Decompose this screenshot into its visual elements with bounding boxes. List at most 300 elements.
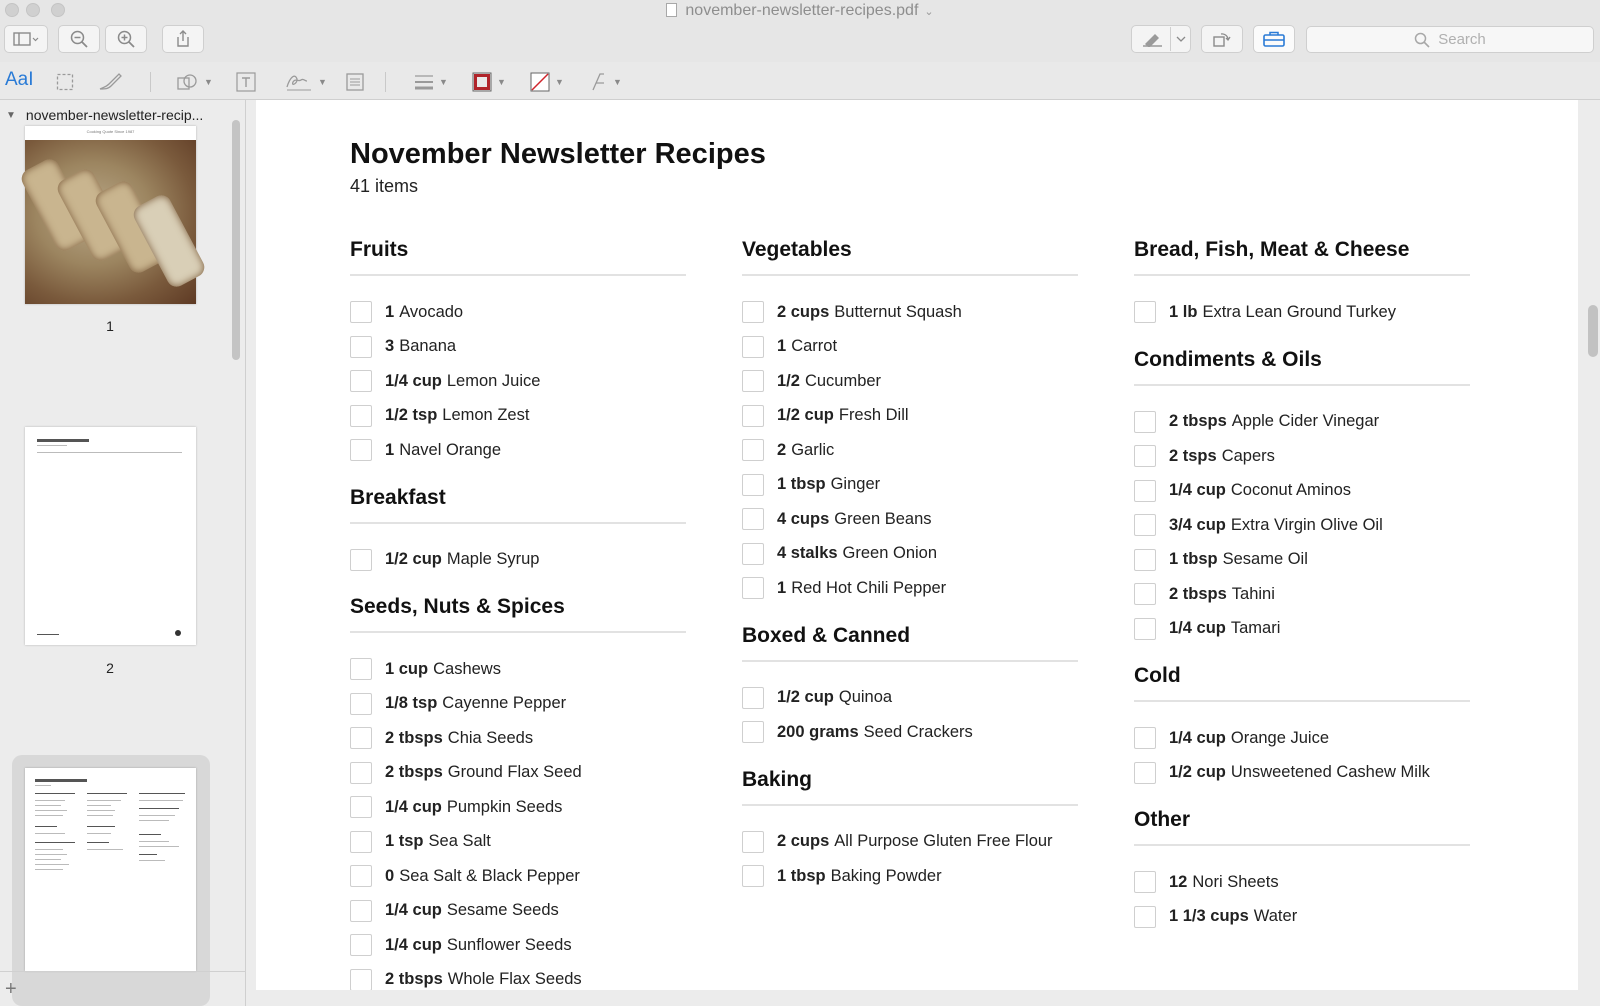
recipe-column-2 (742, 238, 1078, 912)
ingredient-quantity: 2 tsps (1169, 446, 1217, 465)
ingredient-quantity: 1/4 cup (385, 371, 442, 390)
ingredient-name: Avocado (399, 302, 464, 321)
note-icon (346, 73, 364, 91)
ingredient-checkbox[interactable] (350, 900, 372, 922)
mini-text-line (87, 849, 123, 850)
ingredient-checkbox[interactable] (742, 721, 764, 743)
pen-sketch-icon (98, 72, 124, 92)
disclosure-triangle-icon[interactable]: ▼ (6, 109, 16, 121)
title-bar (0, 0, 1600, 22)
mini-text-line (35, 826, 57, 827)
ingredient-quantity: 1/4 cup (1169, 481, 1226, 500)
toolbar-separator (385, 72, 386, 92)
ingredient-checkbox[interactable] (1134, 906, 1156, 928)
ingredient-name: Tamari (1230, 619, 1281, 638)
mini-text-line (87, 800, 121, 801)
toolbox-icon (1263, 31, 1285, 47)
ingredient-section (1134, 808, 1470, 934)
ingredient-name: Sesame Seeds (446, 901, 559, 920)
signature-icon (285, 72, 313, 92)
ingredient-item (742, 468, 1078, 503)
ingredient-checkbox[interactable] (1134, 618, 1156, 640)
ingredient-checkbox[interactable] (350, 727, 372, 749)
ingredient-checkbox[interactable] (742, 336, 764, 358)
ingredient-quantity: 1/2 cup (1169, 763, 1226, 782)
ingredient-quantity: 1/4 cup (385, 901, 442, 920)
mini-text-line (139, 815, 175, 816)
ingredient-item (350, 330, 686, 365)
ingredient-item (742, 715, 1078, 750)
ingredient-section (350, 238, 686, 468)
ingredient-quantity: 2 tbsps (385, 970, 443, 989)
ingredient-quantity: 1/2 cup (385, 550, 442, 569)
ingredient-name: Garlic (791, 440, 835, 459)
dashed-rect-icon (56, 73, 74, 91)
ingredient-item (1134, 577, 1470, 612)
text-box-icon (236, 72, 256, 92)
pdf-file-icon (666, 3, 677, 17)
mini-text-line (139, 854, 157, 855)
document-view[interactable] (246, 100, 1600, 1006)
mini-text-line (139, 793, 185, 794)
ingredient-name: Extra Virgin Olive Oil (1230, 515, 1383, 534)
ingredient-item (742, 399, 1078, 434)
ingredient-quantity: 1 (777, 578, 787, 597)
fill-color-icon (530, 72, 550, 92)
ingredient-item (1134, 439, 1470, 474)
ingredient-name: All Purpose Gluten Free Flour (834, 832, 1053, 851)
ingredient-checkbox[interactable] (742, 865, 764, 887)
border-color-icon (472, 72, 492, 92)
mini-title-line (37, 439, 89, 442)
search-placeholder: Search (1438, 31, 1486, 48)
thumbnail-page-number: 2 (106, 660, 114, 676)
ingredient-quantity: 2 tbsps (385, 763, 443, 782)
zoom-in-button[interactable] (105, 25, 147, 53)
document-footer-area (246, 992, 1600, 1006)
ingredient-name: Tahini (1231, 584, 1275, 603)
mini-text-line (35, 859, 61, 860)
zoom-out-icon (70, 30, 88, 48)
section-heading: Boxed & Canned (742, 624, 1078, 662)
ingredient-checkbox[interactable] (1134, 480, 1156, 502)
ingredient-section (350, 595, 686, 990)
pdf-page (256, 100, 1578, 990)
mini-text-line (87, 833, 111, 834)
ingredient-name: Ground Flax Seed (447, 763, 582, 782)
ingredient-item (350, 859, 686, 894)
highlighter-icon (1142, 31, 1164, 47)
ingredient-quantity: 1/2 cup (777, 688, 834, 707)
share-button[interactable] (162, 25, 204, 53)
section-heading: Cold (1134, 664, 1470, 702)
sketch-tool[interactable] (98, 71, 124, 93)
ingredient-checkbox[interactable] (742, 474, 764, 496)
ingredient-checkbox[interactable] (350, 336, 372, 358)
ingredient-name: Water (1253, 907, 1298, 926)
share-icon (175, 30, 191, 48)
document-scrollbar[interactable] (1588, 305, 1598, 357)
mini-text-line (37, 452, 182, 453)
ingredient-quantity: 2 tbsps (385, 728, 443, 747)
mini-text-line (87, 810, 115, 811)
ingredient-item (350, 543, 686, 578)
ingredient-checkbox[interactable] (350, 865, 372, 887)
ingredient-quantity: 200 grams (777, 722, 859, 741)
mini-text-line (35, 854, 67, 855)
section-heading: Vegetables (742, 238, 1078, 276)
mini-text-line (35, 842, 75, 843)
mini-text-line (35, 864, 69, 865)
ingredient-section (742, 624, 1078, 750)
ingredient-quantity: 1 tsp (385, 832, 424, 851)
ingredient-checkbox[interactable] (742, 543, 764, 565)
item-count: 41 items (350, 176, 419, 196)
thumbnail-page-3[interactable] (25, 768, 196, 971)
search-input[interactable] (1306, 26, 1594, 53)
thumbnail-page-1[interactable] (25, 126, 196, 304)
ingredient-name: Green Beans (834, 509, 932, 528)
ingredient-checkbox[interactable] (1134, 445, 1156, 467)
ingredient-item (350, 721, 686, 756)
ingredient-item (350, 963, 686, 991)
ingredient-quantity: 1/8 tsp (385, 694, 438, 713)
section-heading: Bread, Fish, Meat & Cheese (1134, 238, 1470, 276)
chevron-down-icon: ▼ (439, 77, 448, 87)
ingredient-item (742, 433, 1078, 468)
ingredient-name: Whole Flax Seeds (447, 970, 582, 989)
mini-text-line (87, 826, 115, 827)
ingredient-checkbox[interactable] (1134, 871, 1156, 893)
text-selection-label: AaI (5, 69, 34, 90)
ingredient-checkbox[interactable] (350, 301, 372, 323)
ingredient-section (742, 238, 1078, 606)
ingredient-item (742, 502, 1078, 537)
ingredient-quantity: 1/2 tsp (385, 406, 438, 425)
ingredient-checkbox[interactable] (1134, 514, 1156, 536)
thumbnail-page-number: 1 (106, 318, 114, 334)
ingredient-checkbox[interactable] (742, 577, 764, 599)
section-heading: Condiments & Oils (1134, 348, 1470, 386)
document-heading: November Newsletter Recipes (350, 138, 766, 170)
section-heading: Seeds, Nuts & Spices (350, 595, 686, 633)
mini-text-line (87, 842, 109, 843)
ingredient-checkbox[interactable] (350, 658, 372, 680)
ingredient-checkbox[interactable] (350, 370, 372, 392)
border-color-tool[interactable] (472, 71, 506, 93)
ingredient-section (1134, 238, 1470, 330)
mini-text-line (87, 793, 127, 794)
ingredient-quantity: 1 lb (1169, 302, 1198, 321)
ingredient-checkbox[interactable] (350, 934, 372, 956)
ingredient-item (742, 537, 1078, 572)
mini-text-line (37, 634, 59, 635)
ingredient-checkbox[interactable] (1134, 301, 1156, 323)
sidebar-document-header[interactable] (6, 107, 203, 123)
ingredient-checkbox[interactable] (350, 762, 372, 784)
ingredient-quantity: 2 tbsps (1169, 412, 1227, 431)
ingredient-name: Carrot (791, 337, 838, 356)
search-icon (1414, 32, 1430, 48)
ingredient-item (350, 825, 686, 860)
ingredient-name: Cayenne Pepper (442, 694, 567, 713)
markup-toolbar (0, 62, 1600, 100)
ingredient-name: Fresh Dill (838, 406, 909, 425)
mini-text-line (35, 849, 63, 850)
ingredient-item (742, 571, 1078, 606)
ingredient-quantity: 12 (1169, 872, 1188, 891)
mini-text-line (139, 808, 179, 809)
ingredient-quantity: 1 (385, 440, 395, 459)
thumbnail-page-2[interactable] (25, 427, 196, 645)
mini-text-line (139, 846, 179, 847)
ingredient-quantity: 2 cups (777, 832, 830, 851)
mini-text-line (139, 834, 161, 835)
markup-toolbar-button[interactable] (1253, 25, 1295, 53)
mini-text-line (87, 805, 111, 806)
ingredient-name: Cashews (433, 659, 501, 678)
ingredient-quantity: 1/4 cup (385, 797, 442, 816)
ingredient-item (350, 399, 686, 434)
mini-text-line (35, 793, 75, 794)
ingredient-item (1134, 295, 1470, 330)
sidebar-footer-divider (0, 971, 246, 972)
ingredient-section (350, 486, 686, 578)
ingredient-quantity: 3 (385, 337, 395, 356)
ingredient-checkbox[interactable] (350, 831, 372, 853)
recipe-column-3 (1134, 238, 1470, 952)
ingredient-name: Cucumber (804, 371, 882, 390)
ingredient-quantity: 1 cup (385, 659, 429, 678)
ingredient-item (350, 928, 686, 963)
ingredient-section (1134, 664, 1470, 790)
toolbar-separator (150, 72, 151, 92)
chevron-down-icon: ▼ (497, 77, 506, 87)
ingredient-name: Quinoa (838, 688, 893, 707)
ingredient-quantity: 1/2 (777, 371, 800, 390)
line-style-tool[interactable] (414, 71, 448, 93)
ingredient-item (350, 894, 686, 929)
line-style-icon (414, 73, 434, 91)
thumbnail-caption: Cooking Quote Since 1987 (86, 129, 135, 134)
ingredient-item (350, 295, 686, 330)
section-heading: Other (1134, 808, 1470, 846)
ingredient-quantity: 1 (777, 337, 787, 356)
ingredient-name: Capers (1221, 446, 1275, 465)
mini-dot (175, 630, 181, 636)
chevron-down-icon: ⌄ (924, 6, 934, 18)
ingredient-checkbox[interactable] (742, 687, 764, 709)
mini-text-line (35, 833, 65, 834)
zoom-out-button[interactable] (58, 25, 100, 53)
zoom-in-icon (117, 30, 135, 48)
recipe-column-1 (350, 238, 686, 990)
ingredient-name: Lemon Juice (446, 371, 541, 390)
ingredient-name: Navel Orange (399, 440, 501, 459)
mini-text-line (35, 869, 63, 870)
ingredient-quantity: 1 tbsp (777, 475, 826, 494)
ingredient-checkbox[interactable] (742, 405, 764, 427)
mini-text-line (87, 815, 113, 816)
ingredient-item (742, 295, 1078, 330)
ingredient-name: Sea Salt (428, 832, 491, 851)
ingredient-item (742, 859, 1078, 894)
fill-color-tool[interactable] (530, 71, 564, 93)
ingredient-item (742, 825, 1078, 860)
ingredient-quantity: 4 stalks (777, 544, 838, 563)
ingredient-item (1134, 405, 1470, 440)
ingredient-checkbox[interactable] (350, 969, 372, 990)
mini-text-line (35, 810, 67, 811)
ingredient-checkbox[interactable] (350, 796, 372, 818)
ingredient-quantity: 1 tbsp (777, 866, 826, 885)
mini-text-line (139, 800, 183, 801)
thumbnail-sidebar (0, 100, 246, 1006)
chevron-down-icon: ▼ (613, 77, 622, 87)
ingredient-item (1134, 865, 1470, 900)
ingredient-item (1134, 756, 1470, 791)
ingredient-item (742, 364, 1078, 399)
text-style-tool[interactable] (590, 71, 622, 93)
sidebar-icon (13, 31, 39, 47)
ingredient-item (350, 433, 686, 468)
ingredient-name: Ginger (830, 475, 881, 494)
ingredient-checkbox[interactable] (350, 549, 372, 571)
ingredient-checkbox[interactable] (742, 301, 764, 323)
ingredient-section (1134, 348, 1470, 647)
ingredient-quantity: 1 1/3 cups (1169, 907, 1249, 926)
ingredient-item (1134, 721, 1470, 756)
ingredient-quantity: 2 (777, 440, 787, 459)
ingredient-item (350, 687, 686, 722)
ingredient-item (350, 756, 686, 791)
ingredient-checkbox[interactable] (742, 508, 764, 530)
ingredient-name: Coconut Aminos (1230, 481, 1352, 500)
ingredient-name: Unsweetened Cashew Milk (1230, 763, 1430, 782)
ingredient-checkbox[interactable] (350, 439, 372, 461)
ingredient-quantity: 1 tbsp (1169, 550, 1218, 569)
ingredient-item (742, 330, 1078, 365)
ingredient-quantity: 1/2 cup (777, 406, 834, 425)
sidebar-document-name: november-newsletter-recip... (25, 107, 204, 123)
add-page-icon[interactable]: + (5, 978, 17, 1000)
ingredient-name: Apple Cider Vinegar (1231, 412, 1380, 431)
section-heading: Baking (742, 768, 1078, 806)
ingredient-checkbox[interactable] (350, 405, 372, 427)
mini-text-line (139, 841, 169, 842)
chevron-down-icon: ▼ (204, 77, 213, 87)
chevron-down-icon (1175, 34, 1187, 44)
ingredient-name: Sea Salt & Black Pepper (399, 866, 580, 885)
chevron-down-icon: ▼ (318, 77, 327, 87)
rotate-button[interactable] (1201, 25, 1243, 53)
ingredient-name: Baking Powder (830, 866, 942, 885)
ingredient-item (1134, 474, 1470, 509)
ingredient-name: Sunflower Seeds (446, 935, 572, 954)
ingredient-item (1134, 900, 1470, 935)
mini-text-line (37, 445, 67, 446)
ingredient-name: Chia Seeds (447, 728, 534, 747)
document-title[interactable] (0, 2, 1600, 20)
mini-title-line (35, 779, 87, 782)
ingredient-item (1134, 543, 1470, 578)
ingredient-item (1134, 508, 1470, 543)
ingredient-name: Banana (399, 337, 457, 356)
ingredient-quantity: 2 tbsps (1169, 584, 1227, 603)
shapes-tool[interactable] (177, 71, 213, 93)
text-style-icon (590, 72, 608, 92)
split-divider (1170, 27, 1171, 51)
chevron-down-icon: ▼ (555, 77, 564, 87)
ingredient-quantity: 1/4 cup (385, 935, 442, 954)
ingredient-item (350, 790, 686, 825)
rectangular-selection-tool[interactable] (56, 71, 74, 93)
ingredient-name: Butternut Squash (834, 302, 962, 321)
section-heading: Fruits (350, 238, 686, 276)
mini-text-line (35, 805, 61, 806)
ingredient-name: Maple Syrup (446, 550, 540, 569)
ingredient-item (350, 652, 686, 687)
highlight-button[interactable] (1131, 25, 1191, 53)
ingredient-name: Nori Sheets (1192, 872, 1279, 891)
signature-tool[interactable] (285, 71, 327, 93)
ingredient-name: Extra Lean Ground Turkey (1202, 302, 1396, 321)
ingredient-item (1134, 612, 1470, 647)
rotate-icon (1212, 30, 1232, 48)
ingredient-quantity: 2 cups (777, 302, 830, 321)
section-heading: Breakfast (350, 486, 686, 524)
ingredient-name: Pumpkin Seeds (446, 797, 563, 816)
ingredient-checkbox[interactable] (1134, 727, 1156, 749)
ingredient-checkbox[interactable] (1134, 762, 1156, 784)
text-selection-tool[interactable] (5, 69, 34, 91)
ingredient-quantity: 0 (385, 866, 395, 885)
ingredient-checkbox[interactable] (742, 439, 764, 461)
ingredient-quantity: 1 (385, 302, 395, 321)
note-tool[interactable] (346, 71, 364, 93)
ingredient-name: Orange Juice (1230, 728, 1329, 747)
ingredient-checkbox[interactable] (1134, 549, 1156, 571)
text-box-tool[interactable] (236, 71, 256, 93)
main-toolbar (0, 22, 1600, 62)
ingredient-item (742, 681, 1078, 716)
ingredient-checkbox[interactable] (742, 370, 764, 392)
ingredient-name: Seed Crackers (863, 722, 973, 741)
ingredient-quantity: 3/4 cup (1169, 515, 1226, 534)
ingredient-checkbox[interactable] (1134, 583, 1156, 605)
ingredient-section (742, 768, 1078, 894)
ingredient-checkbox[interactable] (350, 693, 372, 715)
ingredient-item (350, 364, 686, 399)
ingredient-name: Lemon Zest (442, 406, 530, 425)
thumbnail-photo (25, 140, 196, 304)
mini-text-line (35, 815, 63, 816)
document-title-text: november-newsletter-recipes.pdf (685, 2, 919, 19)
ingredient-checkbox[interactable] (1134, 411, 1156, 433)
ingredient-name: Sesame Oil (1222, 550, 1308, 569)
mini-text-line (35, 785, 51, 786)
sidebar-view-button[interactable] (4, 25, 48, 53)
ingredient-name: Green Onion (842, 544, 938, 563)
ingredient-name: Red Hot Chili Pepper (791, 578, 947, 597)
mini-text-line (139, 820, 169, 821)
mini-text-line (35, 800, 65, 801)
sidebar-scrollbar[interactable] (232, 120, 240, 360)
shapes-icon (177, 72, 199, 92)
ingredient-checkbox[interactable] (742, 831, 764, 853)
ingredient-quantity: 4 cups (777, 509, 830, 528)
ingredient-quantity: 1/4 cup (1169, 619, 1226, 638)
